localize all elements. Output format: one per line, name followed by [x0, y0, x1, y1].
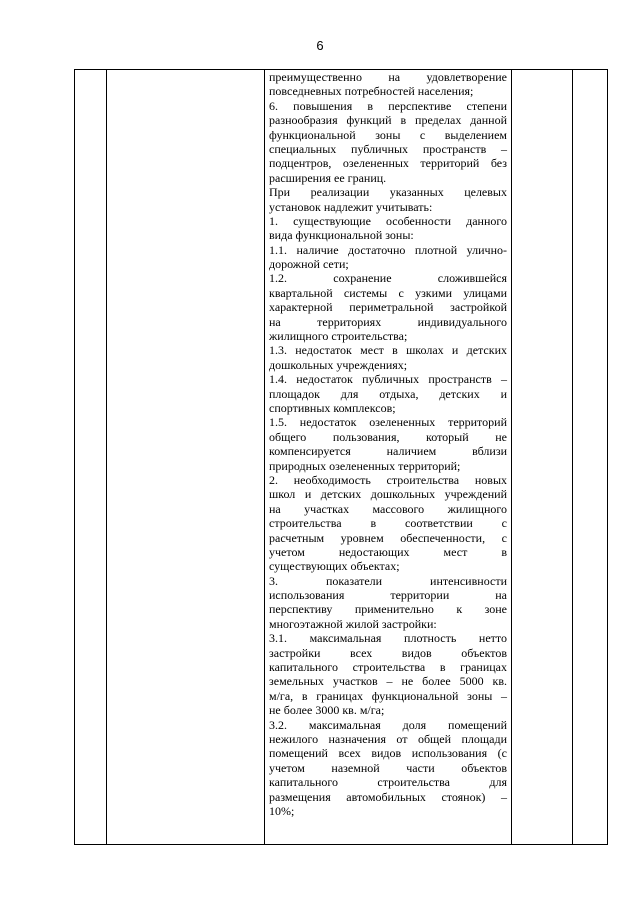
text-line: При реализации указанных целевых: [269, 185, 507, 200]
text-line: квартальной системы с узкими улицами: [269, 285, 507, 300]
text-line: многоэтажной жилой застройки:: [269, 616, 437, 631]
text-line: существующих объектах;: [269, 559, 400, 574]
text-line: функциональной зоны с выделением: [269, 127, 507, 142]
text-line: 1.1. наличие достаточно плотной улично-: [269, 242, 507, 257]
text-line: 3.2. максимальная доля помещений: [269, 717, 507, 732]
text-line: повседневных потребностей населения;: [269, 84, 474, 99]
text-line: 3.1. максимальная плотность нетто: [269, 631, 507, 646]
zone-cell: [107, 70, 265, 845]
text-line: характерной периметральной застройкой: [269, 300, 507, 315]
page-number: 6: [316, 38, 324, 53]
text-line: 3. показатели интенсивности: [269, 573, 507, 588]
text-line: преимущественно на удовлетворение: [269, 70, 507, 84]
text-line: установок надлежит учитывать:: [269, 199, 433, 214]
text-line: перспективу применительно к зоне: [269, 602, 507, 617]
text-line: дорожной сети;: [269, 257, 349, 272]
text-line: размещения автомобильных стоянок) –: [269, 789, 507, 804]
parameter-cell: [512, 70, 573, 845]
text-line: м/га, в границах функциональной зоны –: [269, 688, 507, 703]
text-line: земельных участков – не более 5000 кв.: [269, 674, 507, 689]
text-line: природных озелененных территорий;: [269, 458, 461, 473]
text-line: учетом наземной части объектов: [269, 760, 507, 775]
text-line: расширения ее границ.: [269, 170, 387, 185]
regulation-table: [74, 69, 608, 845]
text-line: жилищного строительства;: [269, 329, 408, 344]
text-line: учетом недостающих мест в: [269, 544, 507, 559]
text-line: 1. существующие особенности данного: [269, 213, 507, 228]
text-line: 1.3. недостаток мест в школах и детских: [269, 343, 507, 358]
text-line: 6. повышения в перспективе степени: [269, 98, 507, 113]
text-line: не более 3000 кв. м/га;: [269, 703, 385, 718]
text-line: специальных публичных пространств –: [269, 141, 507, 156]
text-line: на территориях индивидуального: [269, 314, 507, 329]
text-line: школ и детских дошкольных учреждений: [269, 487, 507, 502]
text-line: площадок для отдыха, детских и: [269, 386, 507, 401]
text-line: дошкольных учреждениях;: [269, 357, 408, 372]
text-line: разнообразия функций в пределах данной: [269, 113, 507, 128]
text-line: использования территории на: [269, 588, 507, 603]
text-line: застройки всех видов объектов: [269, 645, 507, 660]
text-line: капитального строительства для: [269, 775, 507, 790]
text-line: 1.5. недостаток озелененных территорий: [269, 415, 507, 430]
number-cell: [75, 70, 107, 845]
text-line: общего пользования, который не: [269, 429, 507, 444]
text-line: капитального строительства в границах: [269, 660, 507, 675]
text-line: 10%;: [269, 803, 295, 818]
text-line: 2. необходимость строительства новых: [269, 472, 507, 487]
text-line: помещений всех видов использования (с: [269, 746, 507, 761]
text-line: вида функциональной зоны:: [269, 228, 414, 243]
text-line: нежилого назначения от общей площади: [269, 731, 507, 746]
text-line: спортивных комплексов;: [269, 400, 396, 415]
description-text: [269, 70, 507, 818]
text-line: подцентров, озелененных территорий без: [269, 156, 507, 171]
text-line: 1.2. сохранение сложившейся: [269, 271, 507, 286]
text-line: расчетным уровнем обеспеченности, с: [269, 530, 507, 545]
text-line: компенсируется наличием вблизи: [269, 444, 507, 459]
text-line: 1.4. недостаток публичных пространств –: [269, 372, 507, 387]
description-cell: [265, 70, 512, 845]
note-cell: [573, 70, 608, 845]
text-line: на участках массового жилищного: [269, 501, 507, 516]
text-line: строительства в соответствии с: [269, 516, 507, 531]
table-row: [75, 70, 608, 845]
